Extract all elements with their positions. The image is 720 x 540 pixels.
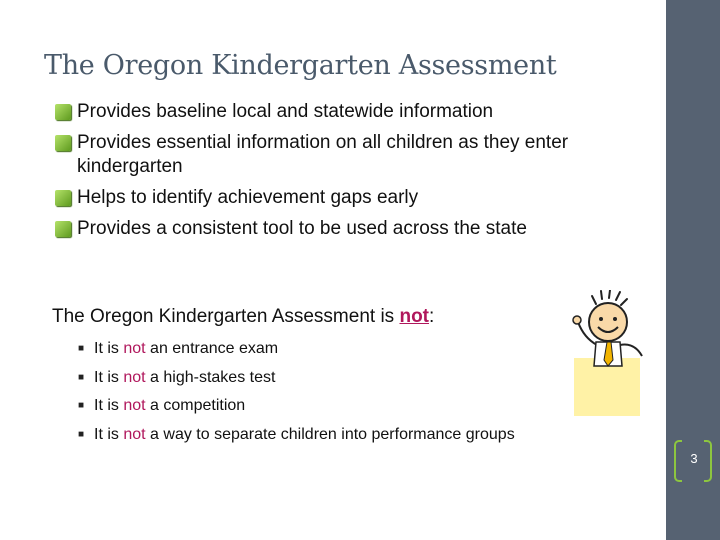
- checkbox-bullet-icon: [55, 190, 71, 206]
- square-bullet-icon: ■: [78, 371, 85, 383]
- item-negation: not: [123, 368, 146, 386]
- item-negation: not: [123, 425, 146, 443]
- head-shape: [589, 303, 627, 341]
- slide-title: The Oregon Kindergarten Assessment: [44, 50, 557, 81]
- subhead-prefix: The Oregon Kindergarten Assessment is: [52, 306, 400, 327]
- not-list-item: [78, 396, 515, 416]
- right-arm-shape: [620, 344, 642, 356]
- bullet-item: [55, 131, 615, 179]
- not-list-item: [78, 368, 515, 388]
- item-rest: an entrance exam: [145, 340, 279, 357]
- left-hand-shape: [573, 316, 581, 324]
- not-list-item: [78, 425, 515, 445]
- item-negation: not: [123, 340, 146, 357]
- square-bullet-icon: ■: [78, 343, 85, 354]
- bullet-text: Provides a consistent tool to be used across the state: [77, 218, 527, 239]
- item-lead: It is: [94, 397, 124, 414]
- bullet-list: [55, 100, 615, 248]
- item-rest: a competition: [145, 397, 246, 414]
- cheering-child-clipart: [570, 290, 660, 420]
- page-number-text: 3: [690, 451, 698, 466]
- page-number: [674, 440, 714, 480]
- item-rest: a way to separate children into performance groups: [145, 425, 515, 443]
- square-bullet-icon: ■: [78, 428, 85, 440]
- not-list-heading: [52, 306, 434, 328]
- item-lead: It is: [94, 340, 124, 357]
- item-negation: not: [123, 397, 146, 414]
- eye-shape: [599, 317, 603, 321]
- checkbox-bullet-icon: [55, 221, 71, 237]
- square-bullet-icon: ■: [78, 400, 85, 411]
- not-list: [78, 339, 515, 453]
- item-rest: a high-stakes test: [145, 368, 276, 386]
- bullet-text: Provides essential information on all children as they enter kindergarten: [77, 132, 569, 177]
- checkbox-bullet-icon: [55, 104, 71, 120]
- bullet-item: [55, 217, 615, 241]
- bullet-item: [55, 100, 615, 124]
- bullet-text: Helps to identify achievement gaps early: [77, 187, 419, 208]
- eye-shape: [613, 317, 617, 321]
- subhead-suffix: :: [429, 306, 435, 327]
- item-lead: It is: [94, 425, 124, 443]
- bullet-text: Provides baseline local and statewide information: [77, 101, 494, 122]
- bullet-item: [55, 186, 615, 210]
- subhead-emphasis: not: [399, 306, 430, 327]
- item-lead: It is: [94, 368, 124, 386]
- not-list-item: [78, 339, 515, 359]
- checkbox-bullet-icon: [55, 135, 71, 151]
